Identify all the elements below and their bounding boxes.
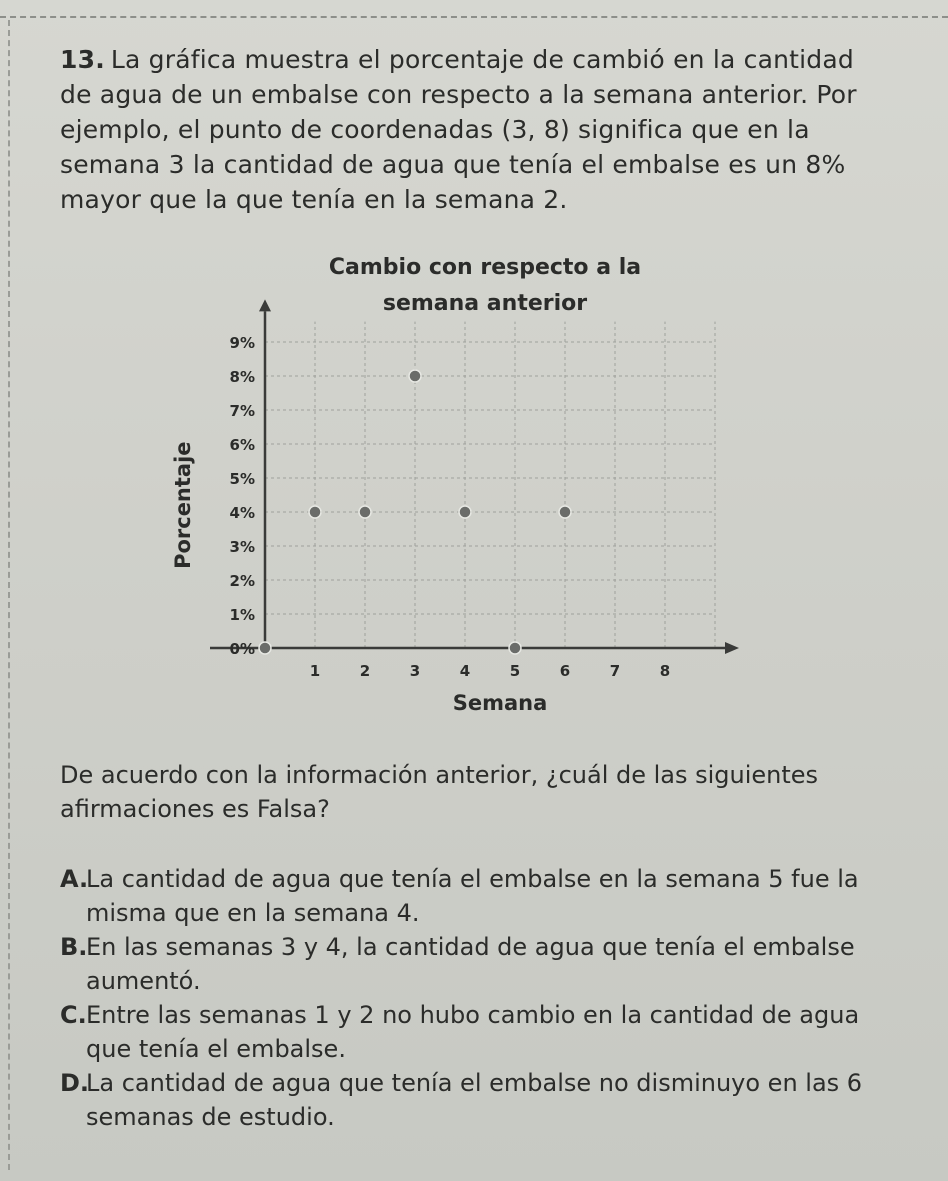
x-tick-label: 1 (309, 662, 321, 680)
question-number: 13. (60, 45, 105, 74)
y-tick-label: 3% (229, 538, 255, 556)
x-tick-label: 5 (509, 662, 521, 680)
data-point (509, 642, 521, 654)
y-axis-arrow (259, 299, 271, 311)
top-dashed-rule (0, 16, 948, 18)
x-tick-label: 8 (659, 662, 671, 680)
option-a[interactable] (60, 862, 890, 930)
option-letter: D. (60, 1069, 90, 1097)
option-text: Entre las semanas 1 y 2 no hubo cambio en la cantidad de agua que tenía el embalse. (86, 1001, 860, 1063)
y-tick-label: 6% (229, 436, 255, 454)
option-d[interactable] (60, 1066, 890, 1134)
y-tick-label: 5% (229, 470, 255, 488)
data-point (409, 370, 421, 382)
question-prompt: De acuerdo con la información anterior, ¿cuál de las siguientes afirmaciones es Falsa? (60, 761, 819, 823)
answer-options (60, 862, 890, 1134)
option-letter: A. (60, 865, 89, 893)
option-text: La cantidad de agua que tenía el embalse en la semana 5 fue la misma que en la semana 4. (86, 865, 859, 927)
y-tick-label: 7% (229, 402, 255, 420)
x-axis-arrow (725, 642, 739, 654)
option-c[interactable] (60, 998, 890, 1066)
y-tick-label: 1% (229, 606, 255, 624)
option-text: La cantidad de agua que tenía el embalse no disminuyo en las 6 semanas de estudio. (86, 1069, 863, 1131)
option-letter: B. (60, 933, 88, 961)
data-point (309, 506, 321, 518)
x-tick-label: 4 (459, 662, 471, 680)
chart-title: Cambio con respecto a la semana anterior (328, 255, 642, 316)
y-tick-label: 9% (229, 334, 255, 352)
x-tick-label: 7 (609, 662, 621, 680)
question-13 (60, 42, 890, 217)
x-tick-label: 6 (559, 662, 571, 680)
data-point (459, 506, 471, 518)
y-tick-label: 4% (229, 504, 255, 522)
option-text: En las semanas 3 y 4, la cantidad de agua que tenía el embalse aumentó. (86, 933, 855, 995)
x-tick-label: 3 (409, 662, 421, 680)
y-axis-label: Porcentaje (171, 441, 195, 569)
data-point (359, 506, 371, 518)
y-tick-label: 0% (229, 640, 255, 658)
data-point (559, 506, 571, 518)
option-letter: C. (60, 1001, 87, 1029)
question-text: La gráfica muestra el porcentaje de cambió en la cantidad de agua de un embalse con respecto a la semana anterior. Por ejemplo, el punto de coordenadas (3, 8) significa que en la semana 3 la cantidad de agua que tenía el embalse es un 8% mayor que la que tenía en la semana 2. (60, 45, 857, 214)
data-point (259, 642, 271, 654)
x-tick-label: 2 (359, 662, 371, 680)
scatter-chart (150, 250, 770, 720)
y-tick-label: 8% (229, 368, 255, 386)
x-axis-label: Semana (452, 691, 548, 715)
option-b[interactable] (60, 930, 890, 998)
y-tick-label: 2% (229, 572, 255, 590)
margin-dashed-rule (8, 20, 10, 1170)
